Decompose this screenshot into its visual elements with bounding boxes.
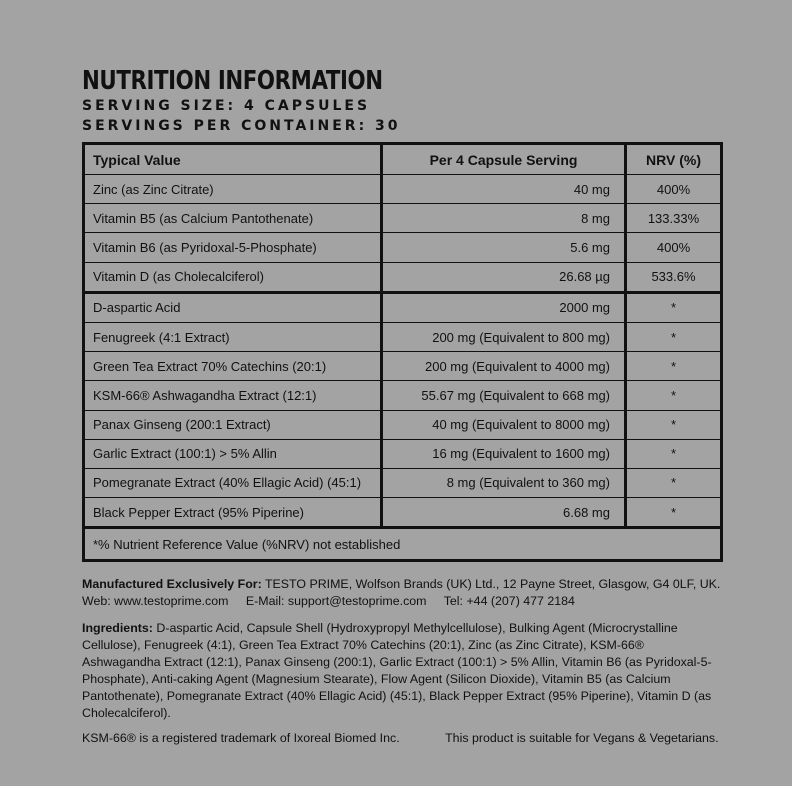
table-row bbox=[84, 498, 722, 528]
nutrient-amount: 55.67 mg (Equivalent to 668 mg) bbox=[382, 381, 626, 410]
table-row bbox=[84, 322, 722, 351]
manufacturer-label: Manufactured Exclusively For: bbox=[82, 577, 262, 592]
nutrient-amount: 26.68 µg bbox=[382, 262, 626, 292]
nutrient-name: Vitamin B5 (as Calcium Pantothenate) bbox=[84, 204, 382, 233]
nutrient-amount: 5.6 mg bbox=[382, 233, 626, 262]
nutrient-name: Black Pepper Extract (95% Piperine) bbox=[84, 498, 382, 528]
nutrition-label bbox=[82, 66, 722, 747]
nutrient-nrv: * bbox=[626, 410, 722, 439]
nutrient-name: Vitamin B6 (as Pyridoxal-5-Phosphate) bbox=[84, 233, 382, 262]
trademark-line bbox=[82, 730, 722, 747]
nutrient-nrv: 533.6% bbox=[626, 262, 722, 292]
table-row bbox=[84, 410, 722, 439]
nutrient-nrv: * bbox=[626, 292, 722, 322]
header-nrv: NRV (%) bbox=[626, 144, 722, 175]
nutrient-name: Zinc (as Zinc Citrate) bbox=[84, 175, 382, 204]
nutrient-amount: 6.68 mg bbox=[382, 498, 626, 528]
table-row bbox=[84, 204, 722, 233]
nutrient-nrv: * bbox=[626, 381, 722, 410]
vegan-text: This product is suitable for Vegans & Vegetarians. bbox=[445, 731, 719, 746]
servings-per-container: SERVINGS PER CONTAINER: 30 bbox=[82, 118, 401, 134]
table-row bbox=[84, 292, 722, 322]
nutrition-table bbox=[82, 142, 723, 562]
nutrient-name: D-aspartic Acid bbox=[84, 292, 382, 322]
nutrient-nrv: 133.33% bbox=[626, 204, 722, 233]
table-header-row bbox=[84, 144, 722, 175]
nutrient-name: Vitamin D (as Cholecalciferol) bbox=[84, 262, 382, 292]
table-row bbox=[84, 262, 722, 292]
contact-line bbox=[82, 593, 722, 610]
tel-text: Tel: +44 (207) 477 2184 bbox=[443, 594, 575, 609]
nutrient-amount: 2000 mg bbox=[382, 292, 626, 322]
serving-size: SERVING SIZE: 4 CAPSULES bbox=[82, 98, 371, 114]
nutrient-amount: 40 mg (Equivalent to 8000 mg) bbox=[382, 410, 626, 439]
nutrient-amount: 200 mg (Equivalent to 4000 mg) bbox=[382, 352, 626, 381]
nutrient-nrv: * bbox=[626, 322, 722, 351]
table-row bbox=[84, 175, 722, 204]
nutrient-amount: 200 mg (Equivalent to 800 mg) bbox=[382, 322, 626, 351]
nutrient-name: Garlic Extract (100:1) > 5% Allin bbox=[84, 439, 382, 468]
ingredients-label: Ingredients: bbox=[82, 621, 153, 636]
table-row bbox=[84, 381, 722, 410]
page-title: NUTRITION INFORMATION bbox=[82, 66, 383, 96]
nutrient-name: Green Tea Extract 70% Catechins (20:1) bbox=[84, 352, 382, 381]
nutrient-name: Panax Ginseng (200:1 Extract) bbox=[84, 410, 382, 439]
nutrient-amount: 40 mg bbox=[382, 175, 626, 204]
nutrient-nrv: * bbox=[626, 439, 722, 468]
manufacturer-line bbox=[82, 576, 722, 593]
nutrient-nrv: 400% bbox=[626, 233, 722, 262]
nutrient-nrv: 400% bbox=[626, 175, 722, 204]
table-row bbox=[84, 439, 722, 468]
table-row bbox=[84, 352, 722, 381]
nutrient-nrv: * bbox=[626, 498, 722, 528]
header-typical-value: Typical Value bbox=[84, 144, 382, 175]
table-body bbox=[84, 175, 722, 561]
trademark-text: KSM-66® is a registered trademark of Ixoreal Biomed Inc. bbox=[82, 731, 400, 746]
header-per-serving: Per 4 Capsule Serving bbox=[382, 144, 626, 175]
web-text: Web: www.testoprime.com bbox=[82, 594, 229, 609]
nutrient-name: KSM-66® Ashwagandha Extract (12:1) bbox=[84, 381, 382, 410]
ingredients-block bbox=[82, 620, 722, 722]
email-text: E-Mail: support@testoprime.com bbox=[245, 594, 427, 609]
table-footnote-row bbox=[84, 528, 722, 561]
manufacturer-text: TESTO PRIME, Wolfson Brands (UK) Ltd., 12 Payne Street, Glasgow, G4 0LF, UK. bbox=[264, 577, 721, 592]
nutrient-nrv: * bbox=[626, 468, 722, 497]
footnote: *% Nutrient Reference Value (%NRV) not established bbox=[84, 528, 722, 561]
nutrient-name: Fenugreek (4:1 Extract) bbox=[84, 322, 382, 351]
nutrient-amount: 8 mg bbox=[382, 204, 626, 233]
nutrient-nrv: * bbox=[626, 352, 722, 381]
table-row bbox=[84, 468, 722, 497]
ingredients-text: D-aspartic Acid, Capsule Shell (Hydroxypropyl Methylcellulose), Bulking Agent (Microcrystalline Cellulose), Fenugreek (4:1), Green Tea Extract 70% Catechins (20:1), Zinc (as Zinc Citrate), KSM-66® Ashwagandha Extract (12:1), Panax Ginseng (200:1), Garlic Extract (100:1) > 5% Allin, Vitamin B6 (as Pyridoxal-5-Phosphate), Anti-caking Agent (Magnesium Stearate), Flow Agent (Silicon Dioxide), Vitamin B5 (as Calcium Pantothenate), Pomegranate Extract (40% Ellagic Acid) (45:1), Black Pepper Extract (95% Piperine), Vitamin D (as Cholecalciferol). bbox=[82, 621, 712, 721]
nutrient-amount: 8 mg (Equivalent to 360 mg) bbox=[382, 468, 626, 497]
table-row bbox=[84, 233, 722, 262]
nutrient-name: Pomegranate Extract (40% Ellagic Acid) (45:1) bbox=[84, 468, 382, 497]
nutrient-amount: 16 mg (Equivalent to 1600 mg) bbox=[382, 439, 626, 468]
